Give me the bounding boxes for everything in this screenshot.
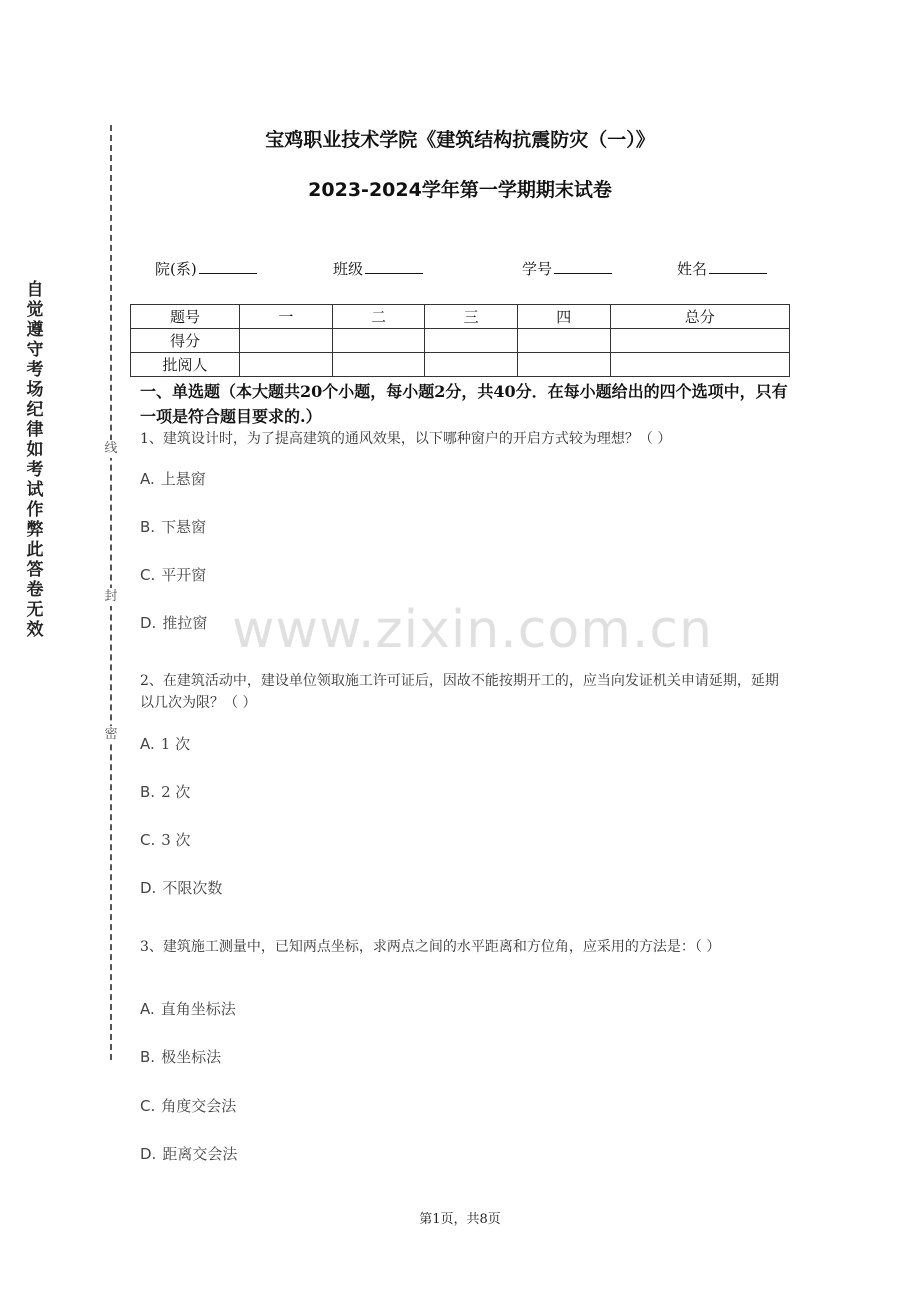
option-text: 极坐标法	[161, 1048, 222, 1066]
score-header-cell: 三	[425, 305, 518, 329]
score-table	[130, 304, 790, 377]
score-row-label: 得分	[131, 329, 240, 353]
question-option[interactable]	[140, 998, 236, 1019]
question-option[interactable]	[140, 877, 222, 898]
score-row-label: 批阅人	[131, 353, 240, 377]
student-id-field[interactable]	[522, 258, 612, 279]
score-table-row	[131, 353, 790, 377]
binding-mark-feng: 封	[101, 588, 121, 606]
option-text: 角度交会法	[161, 1097, 237, 1115]
question-option[interactable]	[140, 516, 206, 537]
name-blank[interactable]	[709, 259, 767, 274]
score-cell[interactable]	[425, 329, 518, 353]
section-heading: 一、单选题（本大题共20个小题，每小题2分，共40分．在每小题给出的四个选项中，只有一项是符合题目要求的.）	[140, 382, 788, 426]
score-header-cell: 一	[240, 305, 333, 329]
binding-mark-xian: 线	[101, 440, 121, 458]
question-stem: 2、在建筑活动中，建设单位领取施工许可证后，因故不能按期开工的，应当向发证机关申请延期，延期以几次为限？（ ）	[140, 673, 779, 711]
question-option[interactable]	[140, 733, 190, 754]
option-text: 不限次数	[162, 879, 223, 897]
score-cell[interactable]	[610, 329, 789, 353]
question-stem: 1、建筑设计时，为了提高建筑的通风效果，以下哪种窗户的开启方式较为理想？（ ）	[140, 431, 672, 447]
name-field[interactable]	[677, 258, 767, 279]
student-id-label: 学号	[522, 260, 553, 278]
question-option[interactable]	[140, 612, 207, 633]
option-letter: B.	[140, 518, 156, 536]
option-letter: C.	[140, 566, 156, 584]
department-field[interactable]	[155, 258, 257, 279]
option-text: 距离交会法	[162, 1145, 238, 1163]
class-label: 班级	[333, 260, 364, 278]
exam-discipline-note: 自觉遵守考场纪律如考试作弊此答卷无效	[26, 280, 44, 640]
option-letter: C.	[140, 831, 156, 849]
score-cell[interactable]	[610, 353, 789, 377]
department-blank[interactable]	[199, 259, 257, 274]
option-letter: D.	[140, 614, 157, 632]
question-option[interactable]	[140, 1095, 236, 1116]
score-table-row	[131, 329, 790, 353]
score-header-cell: 二	[332, 305, 425, 329]
option-letter: C.	[140, 1097, 156, 1115]
page-footer: 第1页，共8页	[419, 1212, 501, 1227]
option-letter: B.	[140, 783, 156, 801]
binding-mark-mi: 密	[101, 726, 121, 744]
score-table-header-row	[131, 305, 790, 329]
score-cell[interactable]	[517, 353, 610, 377]
score-header-cell: 题号	[131, 305, 240, 329]
name-label: 姓名	[677, 260, 708, 278]
option-text: 3 次	[161, 831, 191, 849]
option-text: 平开窗	[161, 566, 207, 584]
option-text: 1 次	[160, 735, 191, 753]
question-option[interactable]	[140, 1143, 237, 1164]
question-option[interactable]	[140, 564, 206, 585]
score-cell[interactable]	[240, 329, 333, 353]
watermark: www.zixin.com.cn	[232, 600, 713, 660]
option-text: 下悬窗	[161, 518, 207, 536]
option-letter: A.	[140, 470, 155, 488]
option-letter: D.	[140, 1145, 157, 1163]
option-letter: D.	[140, 879, 157, 897]
score-cell[interactable]	[332, 353, 425, 377]
score-cell[interactable]	[517, 329, 610, 353]
score-cell[interactable]	[240, 353, 333, 377]
score-cell[interactable]	[425, 353, 518, 377]
option-text: 上悬窗	[160, 470, 206, 488]
option-letter: B.	[140, 1048, 156, 1066]
question-stem: 3、建筑施工测量中，已知两点坐标，求两点之间的水平距离和方位角，应采用的方法是：（ ）	[140, 939, 721, 955]
question-option[interactable]	[140, 1046, 221, 1067]
class-blank[interactable]	[365, 259, 423, 274]
option-text: 直角坐标法	[160, 1000, 236, 1018]
page-subtitle: 2023-2024学年第一学期期末试卷	[308, 179, 612, 201]
question-option[interactable]	[140, 468, 206, 489]
department-label: 院(系)	[155, 260, 197, 278]
class-field[interactable]	[333, 258, 423, 279]
score-header-cell: 总分	[610, 305, 789, 329]
question-option[interactable]	[140, 781, 190, 802]
option-letter: A.	[140, 1000, 155, 1018]
question-option[interactable]	[140, 829, 191, 850]
score-header-cell: 四	[517, 305, 610, 329]
score-cell[interactable]	[332, 329, 425, 353]
option-letter: A.	[140, 735, 155, 753]
option-text: 2 次	[161, 783, 191, 801]
student-id-blank[interactable]	[554, 259, 612, 274]
option-text: 推拉窗	[162, 614, 208, 632]
page-title: 宝鸡职业技术学院《建筑结构抗震防灾（一）》	[265, 129, 655, 151]
